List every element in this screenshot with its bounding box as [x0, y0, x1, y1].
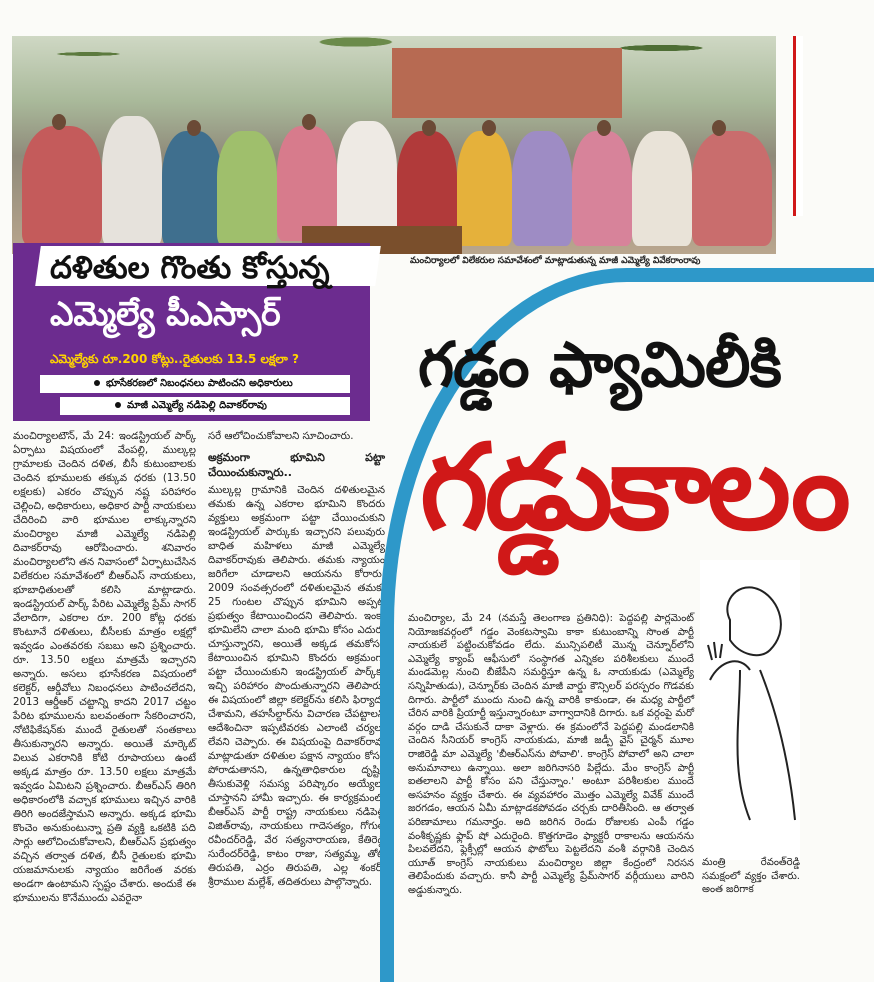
article-column-2-intro: సరే ఆలోచించుకోవాలని సూచించారు.: [208, 431, 354, 442]
article-column-2: [208, 430, 385, 890]
news-photo: [12, 36, 776, 254]
article-subheading: అక్రమంగా భూమిని పట్టా చేయించుకున్నారు..: [208, 451, 385, 479]
photo-caption: మంచిర్యాలలో విలేకరుల సమావేశంలో మాట్లాడుతున్న మాజీ ఎమ్మెల్యే వివేకరాంరావు: [410, 256, 701, 266]
photo-person: [457, 131, 512, 246]
photo-head: [597, 120, 611, 136]
photo-person: [217, 131, 277, 246]
photo-head: [302, 114, 316, 130]
photo-brick-wall: [392, 48, 622, 118]
bullet-dot-icon: [94, 380, 100, 386]
cartoon-figure-icon: [700, 560, 800, 860]
photo-head: [422, 120, 436, 136]
headline-line2: ఎమ్మెల్యే పీఎస్సార్: [50, 294, 281, 333]
photo-head: [712, 120, 726, 136]
photo-head: [187, 120, 201, 136]
bullet-2: [115, 399, 267, 413]
photo-head: [52, 114, 66, 130]
right-side-text: మంత్రి రేవంత్‌రెడ్డి సమక్షంలో వ్యక్తం చేశారు. అంత జరిగాక: [702, 857, 800, 896]
right-headline-line1: గడ్డం ఫ్యామిలీకి: [418, 328, 781, 401]
photo-person: [572, 131, 632, 246]
article-column-2-text: ముల్కల్ల గ్రామానికి చెందిన దళితులమైన తమకు ఉన్న ఎకరాల భూమిని కొందరు వ్యక్తులు అక్రమంగా పట్టా చేయించుకుని ఇండస్ట్రియల్ పార్కుకు ఇచ్చారని పలువురు బాధిత మహిళలు మాజీ ఎమ్మెల్యే దివాకర్‌రావుకు తెలిపారు. తమకు న్యాయం జరిగేలా చూడాలని ఆయనను కోరారు. 2009 సంవత్సరంలో దళితులమైన తమకు 25 గుంటల చొప్పున భూమిని అప్పటి ప్రభుత్వం కేటాయించిందని తెలిపారు. ఇంకా భూమిలేని చాలా మంది భూమి కోసం ఎదురు చూస్తున్నారని, అయితే అక్కడ తమకోసం కేటాయించిన భూమిని కొందరు అక్రమంగా పట్టా చేయించుకుని ఇండస్ట్రియల్ పార్క్‌కు ఇచ్చి పరిహారం పొందుతున్నారని తెలిపారు. ఈ విషయంలో జిల్లా కలెక్టర్‌ను కలిసి ఫిర్యాదు చేశామని, తహసీల్దార్‌ను విచారణ చేపట్టాలని ఆదేశించినా ఇప్పటివరకు ఎలాంటి చర్యలు లేవని చెప్పారు. ఈ విషయంపై దివాకర్‌రావు మాట్లాడుతూ దళితుల పక్షాన న్యాయం కోసం పోరాడుతానని, ఉన్నతాధికారుల దృష్టికి తీసుకువెళ్లి సమస్య పరిష్కారం అయ్యేలా చూస్తానని హామీ ఇచ్చారు. ఈ కార్యక్రమంలో బీఆర్ఎస్ పార్టీ రాష్ట్ర నాయకులు నడిపెల్లి విజిత్‌రావు, నాయకులు గాదెసత్యం, గోగుల రవీందర్‌రెడ్డి, వేర సత్యనారాయణ, కేతిరెడ్డి సురేందర్‌రెడ్డి, కాటం రాజు, సత్యమ్మ, తోట తిరుపతి, ఎర్రం తిరుపతి, ఎల్ల శంకర్, శ్రీరాముల మల్లేశ్, తదితరులు పాల్గొన్నారు.: [208, 485, 385, 888]
right-headline-line2: గడ్డుకాలం: [420, 418, 847, 556]
right-edge-red-rule: [793, 36, 803, 216]
photo-person: [277, 126, 337, 241]
bullet-1-text: భూసేకరణలో నిబంధనలు పాటించని అధికారులు: [106, 378, 293, 389]
photo-head: [482, 120, 496, 136]
bullet-2-text: మాజీ ఎమ్మెల్యే నడిపెల్లి దివాకర్‌రావు: [127, 400, 267, 411]
headline-subhead: ఎమ్మెల్యేకు రూ.200 కోట్లు..రైతులకు 13.5 లక్షలా ?: [50, 352, 299, 366]
photo-person: [632, 131, 692, 246]
bullet-dot-icon: [115, 402, 121, 408]
right-article-text: మంచిర్యాల, మే 24 (నమస్తే తెలంగాణ ప్రతినిధి): పెద్దపల్లి పార్లమెంట్ నియోజకవర్గంలో గడ్డం వెంకటస్వామి కాకా కుటుంబాన్ని సొంత పార్టీ నాయకులే పట్టించుకోవడం లేదు. మున్సిపలిటీ మొన్న చెన్నూర్‌లోని ఎమ్మెల్యే క్యాంప్ ఆఫీసులో సంస్థాగత ఎన్నికల పరిశీలకులు ముందే మండమెల్ల నుంచి బీజేపీని సమర్థిస్తూ ఉన్న ఓ నాయకుడు (ఎమ్మెల్యే సన్నిహితుడు), చెన్నూర్‌కు చెందిన మాజీ వార్డు కౌన్సిలర్ పరస్పరం గొడవకు దిగారు. పార్టీలో ముందు నుంచి ఉన్న వారికి కాకుండా, ఈ మధ్య పార్టీలో చేరిన వారికి ప్రియార్టీ ఇస్తున్నారంటూ వాగ్వాదానికి దిగారు. ఒక వర్గంపై మరో వర్గం దాడి చేసుకునే దాకా వెళ్లారు. ఈ క్రమంలోనే పెద్దపల్లి మండలానికి చెందిన సీనియర్ కాంగ్రెస్ నాయకుడు, మాజీ జడ్పీ వైస్ చైర్మన్ మూల రాజిరెడ్డి మా ఎమ్మెల్యే 'బీఆర్ఎస్‌ను పోవాలి'. కాంగ్రెస్ పోవాలో అని చాలా అనుమానాలు ఉన్నాయి. అలా జరిగినాసరి పిల్లేదు. మేం కాంగ్రెస్ పార్టీ ఐతలాలని పార్టీ కోసం పని చేస్తున్నాం.' అంటూ పరిశీలకుల ముందే అసహనం వ్యక్తం చేశారు. ఈ వ్యవహారం మొత్తం ఎమ్మెల్యే వివేక్ ముందే జరగడం, ఆయన ఏమీ మాట్లాడకపోవడం చర్చకు దారితీసింది. ఆ తర్వాత పరిణామాలు గమనార్హం. అది జరిగిన రెండు రోజులకు ఎంపీ గడ్డం వంశీకృష్ణకు ఫ్లాప్ షో ఎదురైంది. కొత్తగూడెం ఫ్యాక్టరీ రాకాలను ఆయనను పిలవలేదని, ఫ్లెక్సీల్లో ఆయన ఫొటోలు పెట్టలేదని వంశీ వర్గానికి చెందిన యూత్ కాంగ్రెస్ నాయకులు మంచిర్యాల జిల్లా కేంద్రంలో నిరసన తెలిపేందుకు వచ్చారు. కానీ పార్టీ ఎమ్మెల్యే ప్రేమ్‌సాగర్ వర్గీయులు వారిని అడ్డుకున్నారు.: [408, 613, 694, 896]
photo-person: [102, 116, 162, 246]
headline-line1: దళితుల గొంతు కోస్తున్న: [50, 250, 330, 286]
article-column-1-text: మంచిర్యాలటౌన్, మే 24: ఇండస్ట్రియల్ పార్క్ ఏర్పాటు విషయంలో వేంపల్లి, ముల్కల్ల గ్రామాలకు చెందిన దళిత, బీసీ కుటుంబాలకు చెందిన భూములకు తక్కువ ధరకు (13.50 లక్షలకు) ఎకరం చొప్పున నష్ట పరిహారం చెల్లించి, అధికారులు, అధికార పార్టీ నాయకులు చేదిరించి వారి భూముల లాక్కున్నారని మంచిర్యాల మాజీ ఎమ్మెల్యే నడిపెల్లి దివాకర్‌రావు ఆరోపించారు. శనివారం మంచిర్యాలలోని తన నివాసంలో ఏర్పాటుచేసిన విలేకరుల సమావేశంలో బీఆర్ఎస్ నాయకులు, భూబాధితులతో కలిసి మాట్లాడారు. ఇండస్ట్రియల్ పార్క్ పేరిట ఎమ్మెల్యే ప్రేమ్ సాగర్ వేలాదిగా, ఎకరాల రూ. 200 కోట్ల ధరకు కొంటూనే దళితులు, బీసీలకు మాత్రం లక్షల్లో ఇవ్వడం ఎంతవరకు సబబు అని ప్రశ్నించారు. రూ. 13.50 లక్షలు మాత్రమే ఇచ్చారని అన్నారు. అసలు భూసేకరణ విషయంలో కలెక్టర్, ఆర్డీవోలు నిబంధనలు పాటించలేదని, 2013 ఆర్డీఆర్ చట్టాన్ని కాదని 2017 చట్టం పేరిట భూములను బలవంతంగా సేకరించారని, నోటిఫికేషన్‌కు ముందే రైతులతో సంతకాలు తీసుకున్నారని అన్నారు. అయితే మార్కెట్ విలువ ఎకరానికి కోటి రూపాయలు ఉంటే అక్కడ మాత్రం రూ. 13.50 లక్షలు మాత్రమే ఇవ్వడం ఏమిటని ప్రశ్నించారు. బీఆర్ఎస్ తిరిగి అధికారంలోకి వచ్చాక భూములు ఇచ్చిన వారికి తిరిగి అందజేస్తామని అన్నారు. అక్కడ భూమి కొంచెం అనుకుంటున్నా ప్రతి వ్యక్తి ఒకటికి పది సార్లు ఆలోచించుకోవాలని, బీఆర్ఎస్ ప్రభుత్వం వచ్చిన తర్వాత దళిత, బీసీ రైతులకు భూమి యజమానులకు న్యాయం జరిగేంత వరకు అండగా ఉంటామని స్పష్టం చేశారు. అందుకే ఈ భూములను కొనేముందు ఎవరైనా: [13, 431, 196, 904]
article-column-1: [13, 430, 196, 906]
photo-person: [162, 131, 222, 246]
photo-person: [22, 126, 102, 246]
photo-person: [337, 121, 397, 241]
photo-person: [692, 131, 772, 246]
cartoon-illustration: [700, 560, 800, 860]
photo-person: [512, 131, 572, 246]
bullet-1: [94, 377, 293, 391]
